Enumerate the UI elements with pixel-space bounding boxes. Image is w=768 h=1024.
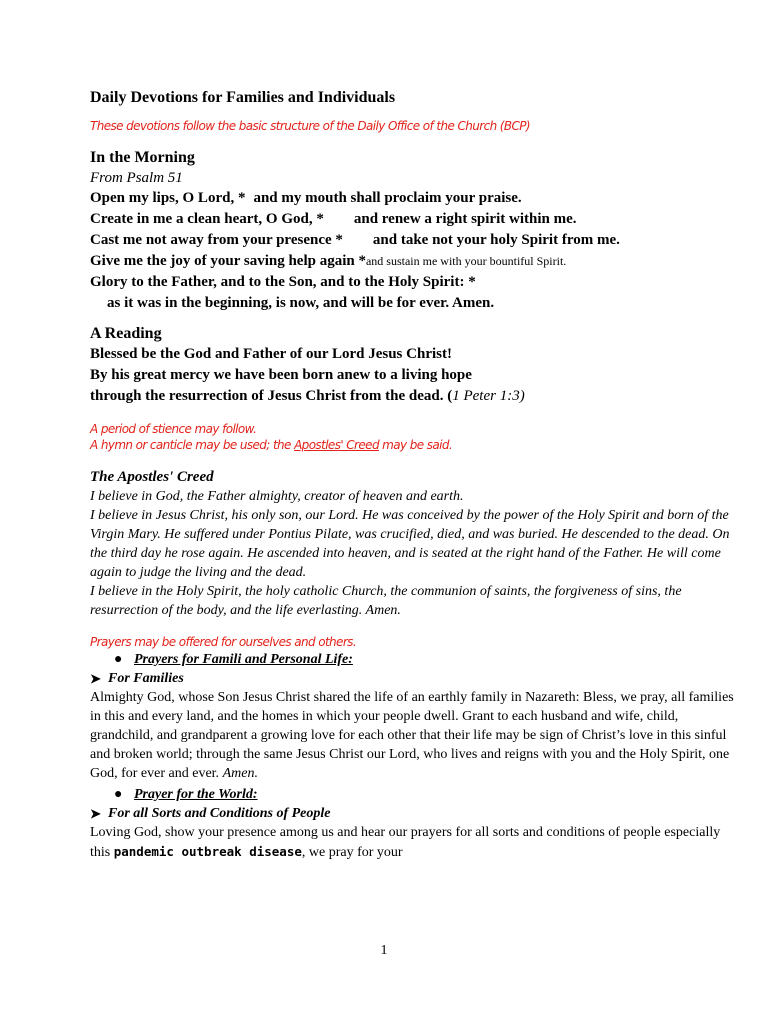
- morning-heading: In the Morning: [90, 149, 195, 166]
- arrow-right-icon: ➤: [90, 671, 101, 686]
- psalm-line: Create in me a clean heart, O God, * and renew a right spirit within me.: [90, 211, 577, 227]
- creed-text: [90, 487, 740, 620]
- arrow-right-icon: ➤: [90, 806, 101, 821]
- psalm-source: From Psalm 51: [90, 170, 183, 186]
- rubric-notes: [90, 421, 740, 453]
- world-heading: ➤ For all Sorts and Conditions of People: [90, 806, 331, 821]
- scripture-reference: 1 Peter 1:3): [452, 388, 525, 404]
- reading-line: By his great mercy we have been born anew to a living hope: [90, 367, 472, 383]
- page-number: 1: [380, 943, 388, 958]
- prayers-intro: Prayers may be offered for ourselves and others.: [90, 635, 357, 649]
- document-page: [90, 88, 740, 862]
- psalm-line: Give me the joy of your saving help again *and sustain me with your bountiful Spirit.: [90, 253, 567, 269]
- creed-paragraph: I believe in the Holy Spirit, the holy catholic Church, the communion of saints, the forgiveness of sins, the resurrection of the body, and the life everlasting. Amen.: [90, 584, 682, 618]
- gloria-line: Glory to the Father, and to the Son, and to the Holy Spirit: *: [90, 274, 476, 290]
- creed-paragraph: I believe in God, the Father almighty, creator of heaven and earth.: [90, 489, 464, 504]
- gloria-line: as it was in the beginning, is now, and will be for ever. Amen.: [107, 295, 495, 311]
- silence-note: A period of stience may follow.: [90, 422, 257, 436]
- reading-line: through the resurrection of Jesus Christ from the dead. (1 Peter 1:3): [90, 388, 525, 404]
- family-prayers-bullet: ● Prayers for Famili and Personal Life:: [114, 652, 353, 667]
- psalm-line: Cast me not away from your presence * and take not your holy Spirit from me.: [90, 232, 620, 248]
- morning-section: [90, 148, 740, 314]
- reading-section: [90, 324, 740, 407]
- document-title: Daily Devotions for Families and Individuals: [90, 89, 396, 106]
- family-heading: ➤ For Families: [90, 671, 184, 686]
- world-prayer-text: Loving God, show your presence among us and hear our prayers for all sorts and conditions of people especially this pandemic outbreak disease, we pray for your: [90, 825, 721, 860]
- bullet-icon: ●: [114, 652, 123, 667]
- family-prayer-text: Almighty God, whose Son Jesus Christ shared the life of an earthly family in Nazareth: Bless, we pray, all families in this and every land, and the homes in which your people dwell. Grant to each husband and wife, child, grandchild, and grandparent a growing love for each other that their life may be sign of Christ’s love in this sinful and broken world; through the same Jesus Christ our Lord, who lives and reigns with you and the Holy Spirit, one God, for ever and ever. Amen.: [90, 690, 734, 781]
- world-prayers-bullet: ● Prayer for the World:: [114, 787, 258, 802]
- psalm-line: Open my lips, O Lord, * and my mouth shall proclaim your praise.: [90, 190, 522, 206]
- reading-heading: A Reading: [90, 325, 162, 342]
- creed-heading: The Apostles' Creed: [90, 469, 214, 485]
- bullet-icon: ●: [114, 787, 123, 802]
- reading-line: Blessed be the God and Father of our Lord Jesus Christ!: [90, 346, 452, 362]
- hymn-note: A hymn or canticle may be used; the Apostles' Creed may be said.: [90, 438, 453, 452]
- intro-note: These devotions follow the basic structure of the Daily Office of the Church (BCP): [90, 119, 531, 133]
- creed-paragraph: I believe in Jesus Christ, his only son, our Lord. He was conceived by the power of the Holy Spirit and born of the Virgin Mary. He suffered under Pontius Pilate, was crucified, died, and was buried. He descended to the dead. On the third day he rose again. He ascended into heaven, and is seated at the right hand of the Father. He will come again to judge the living and the dead.: [90, 508, 730, 580]
- apostles-creed-link[interactable]: Apostles' Creed: [294, 438, 379, 452]
